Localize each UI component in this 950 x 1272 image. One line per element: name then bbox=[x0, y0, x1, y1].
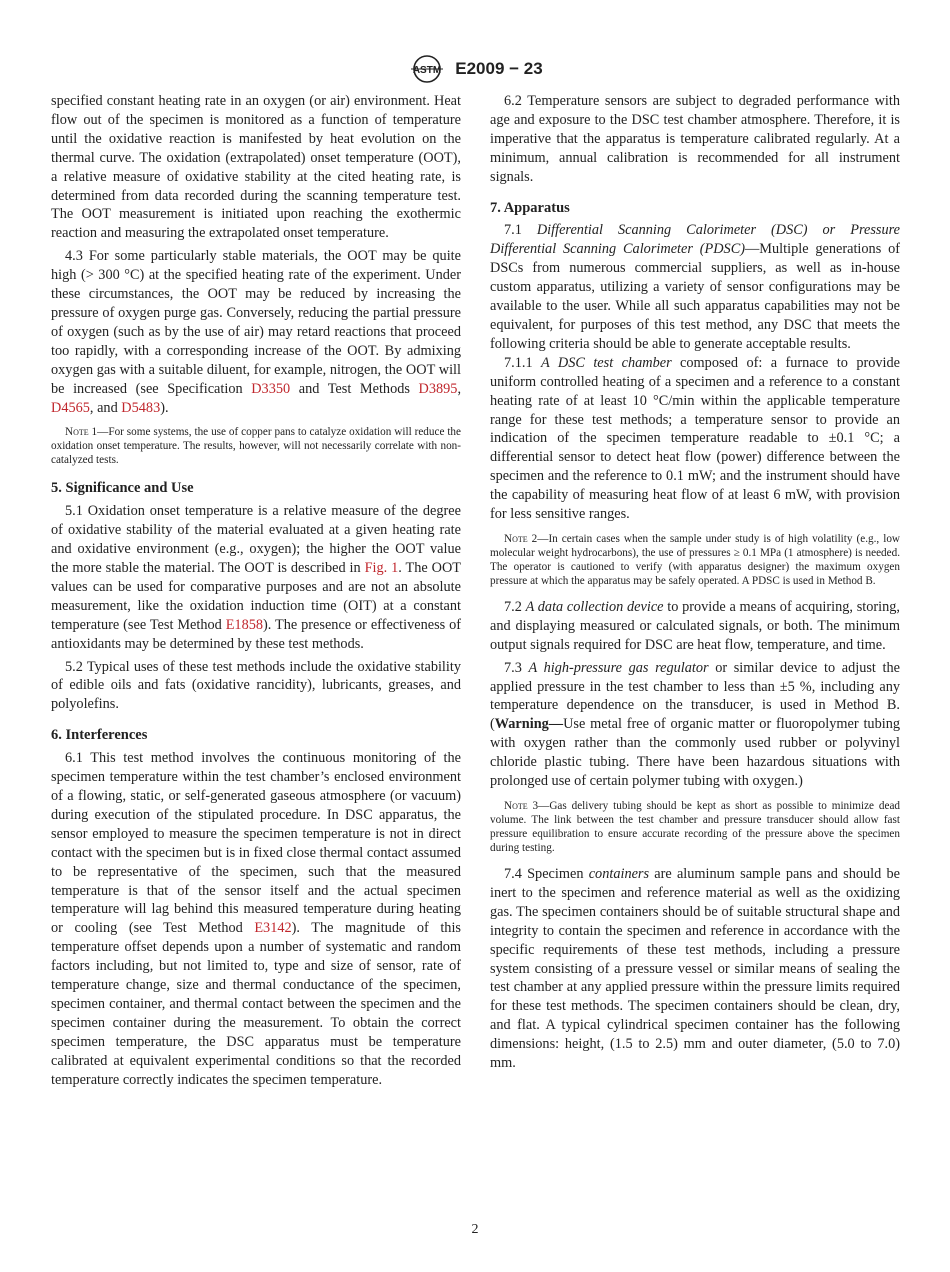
ref-d4565-link[interactable]: D4565 bbox=[51, 399, 90, 416]
paragraph-7-1-1: 7.1.1 A DSC test chamber composed of: a furnace to provide uniform controlled heating of a specimen and a reference to a constant heating rate of at least 10 °C/min within the applicable temperature range for these test methods; a temperature sensor to provide an indication of the specimen temperature readable to ±0.1 °C; a differential sensor to detect heat flow (power) difference between the specimen and the reference to 0.1 mW; and the instrument should have the capability of measuring heat flow of at least 6 mW, with provision for less sensitive ranges. bbox=[490, 354, 900, 523]
section-6-heading: 6. Interferences bbox=[51, 727, 148, 744]
note-1: Note 1—For some systems, the use of copper pans to catalyze oxidation will reduce the oxidation onset temperature. The results, however, will not necessarily correlate with non-catalyzed tests. bbox=[51, 426, 461, 467]
paragraph-6-1: 6.1 This test method involves the continuous monitoring of the specimen temperature within the test chamber’s enclosed environment of a flowing, static, or self-generated gaseous atmosphere (or vacuum) during execution of the stipulated procedure. In DSC apparatus, the sensor employed to measure the specimen temperature is not in direct contact with the specimen but is in fixed close thermal contact assumed to be representative of the specimen, such that the measured temperature is that of the sensor itself and the actual specimen temperature will lag behind this measured temperature during heating or cooling (see Test Method E3142). The magnitude of this temperature offset depends upon a number of systematic and random factors including, but not limited to, type and size of sensor, rate of temperature change, size and thermal conductance of the specimen, specimen container, and thermal contact between the specimen and the specimen container during the measurement. To obtain the correct specimen temperature, the DSC apparatus must be temperature calibrated at equivalent experimental conditions so that the recorded temperature correctly indicates the specimen temperature. bbox=[51, 750, 461, 1088]
note-1-label: Note 1 bbox=[65, 426, 98, 439]
note-3: Note 3—Gas delivery tubing should be kept as short as possible to minimize dead volume. The link between the test chamber and pressure transducer should allow fast pressure equilibration to ensure accurate recording of the pressure above the specimen during testing. bbox=[490, 800, 901, 854]
ref-fig1-link[interactable]: Fig. 1 bbox=[364, 560, 399, 577]
section-7-heading: 7. Apparatus bbox=[490, 199, 570, 216]
section-5-heading: 5. Significance and Use bbox=[51, 480, 194, 497]
astm-logo-text: ASTM bbox=[413, 65, 442, 76]
note-3-label: Note 3 bbox=[504, 800, 539, 812]
page-number: 2 bbox=[471, 1222, 479, 1237]
document-designation: E2009 − 23 bbox=[455, 59, 543, 78]
paragraph-5-2: 5.2 Typical uses of these test methods include the oxidative stability of edible oils and fats (oxidative rancidity), lubricants, greases, and polyolefins. bbox=[51, 658, 461, 713]
page-header bbox=[0, 54, 950, 84]
note-2-label: Note 2 bbox=[504, 532, 538, 545]
right-column bbox=[490, 92, 900, 1073]
paragraph-4-3: 4.3 For some particularly stable materials, the OOT may be quite high (> 300 °C) at the specified heating rate of the experiment. Under these circumstances, the OOT may be reduced by increasing the pressure of oxygen purge gas. Conversely, reducing the partial pressure of oxygen (such as by the use of air) may retard reactions that proceed too rapidly, with a corresponding increase of the OOT. By admixing oxygen gas with a suitable diluent, for example, nitrogen, the OOT will be increased (see Specification D3350 and Test Methods D3895, D4565, and D5483). bbox=[51, 248, 462, 416]
paragraph-4-2-continued: specified constant heating rate in an oxygen (or air) environment. Heat flow out of the specimen is monitored as a function of temperature until the oxidative reaction is manifested by heat evolution on the thermal curve. The oxidation (extrapolated) onset temperature (OOT), a relative measure of oxidative stability at the cited heating rate, is determined from data recorded during the scanning temperature test. The OOT measurement is initiated upon reaching the exothermic reaction and measuring the extrapolated onset temperature. bbox=[51, 93, 461, 242]
paragraph-7-2: 7.2 A data collection device to provide a means of acquiring, storing, and displaying measured or calculated signals, or both. The minimum output signals required for DSC are heat flow, temperature, and time. bbox=[490, 598, 900, 653]
ref-e1858-link[interactable]: E1858 bbox=[225, 616, 264, 633]
ref-d3350-link[interactable]: D3350 bbox=[251, 380, 291, 397]
astm-logo-icon bbox=[407, 54, 447, 84]
paragraph-7-1: 7.1 Differential Scanning Calorimeter (DSC) or Pressure Differential Scanning Calorimeter (PDSC)—Multiple generations of DSCs from numerous commercial suppliers, as well as in-house custom apparatus, utilizing a variety of sensor configurations may be available to the user. While all such apparatus capabilities may not be equivalent, for purposes of this test method, any DSC that meets the following criteria should be able to generate acceptable results. bbox=[490, 222, 900, 352]
ref-d3895-link[interactable]: D3895 bbox=[418, 380, 458, 397]
left-column bbox=[51, 92, 461, 1090]
note-2: Note 2—In certain cases when the sample under study is of high volatility (e.g., low molecular weight hydrocarbons), the use of pressures ≥ 0.1 MPa (1 atmosphere) is needed. The operator is cautioned to verify (with apparatus designer) the maximum oxygen pressure at which the apparatus may be safely operated. A PDSC is used in Method B. bbox=[490, 532, 900, 587]
paragraph-7-4: 7.4 Specimen containers are aluminum sample pans and should be inert to the specimen and reference material as well as the oxidizing gas. The specimen containers should be of suitable structural shape and integrity to contain the specimen and reference in accordance with the specific requirements of these test methods, including a pressure system consisting of a pressure vessel or similar means of sealing the test chamber at any applied pressure within the pressure limits required for these test methods. The specimen containers should be clean, dry, and flat. A typical cylindrical specimen container has the following dimensions: height, (1.5 to 2.5) mm and outer diameter, (5.0 to 7.0) mm. bbox=[490, 866, 901, 1072]
warning-label: Warning— bbox=[494, 716, 564, 733]
paragraph-7-3: 7.3 A high-pressure gas regulator or similar device to adjust the applied pressure in the test chamber to less than ±5 %, including any temperature dependence on the transducer, is used in Method B. (Warning—Use metal free of organic matter or fluoropolymer tubing with oxygen rather than the commonly used rubber or polyvinyl chloride plastic tubing. There have been hazardous situations with prolonged use of certain polymer tubing with oxygen.) bbox=[490, 659, 900, 790]
ref-d5483-link[interactable]: D5483 bbox=[121, 399, 161, 416]
paragraph-6-2: 6.2 Temperature sensors are subject to degraded performance with age and exposure to the DSC test chamber atmosphere. Therefore, it is imperative that the apparatus is temperature calibrated regularly. At a minimum, annual calibration is recommended for all instrument signals. bbox=[490, 93, 900, 185]
ref-e3142-link[interactable]: E3142 bbox=[254, 920, 292, 937]
paragraph-5-1: 5.1 Oxidation onset temperature is a relative measure of the degree of oxidative stability of the material evaluated at a given heating rate and oxidative environment (e.g., oxygen); the higher the OOT value the more stable the material. The OOT is described in Fig. 1. The OOT values can be used for comparative purposes and are not an absolute measurement, like the oxidation induction time (OIT) at a constant temperature (see Test Method E1858). The presence or effectiveness of antioxidants may be determined by these test methods. bbox=[51, 503, 462, 652]
